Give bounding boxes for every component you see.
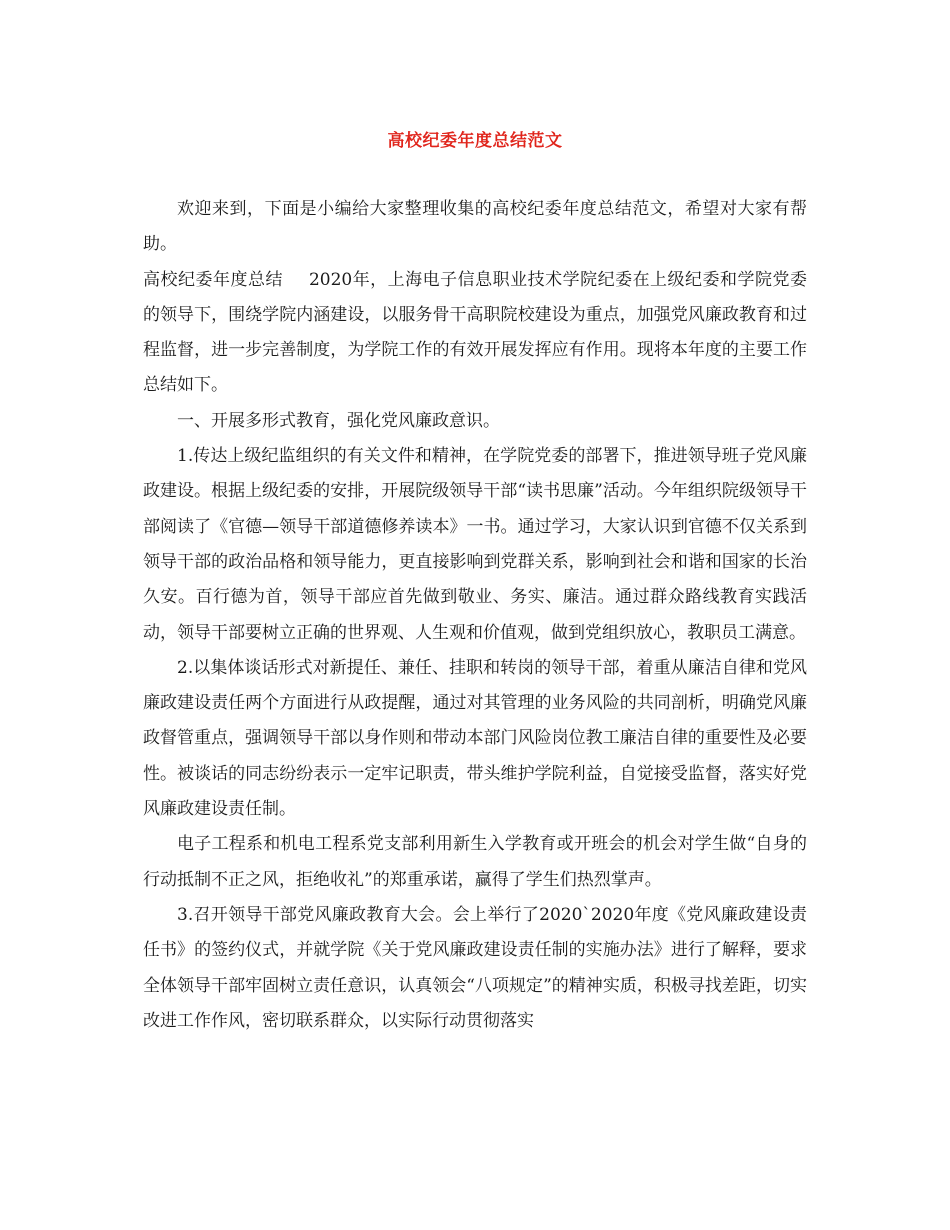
item-1-paragraph: 1.传达上级纪监组织的有关文件和精神，在学院党委的部署下，推进领导班子党风廉政建设。根据上级纪委的安排，开展院级领导干部“读书思廉”活动。今年组织院级领导干部阅读了《官德—领导干部道德修养读本》一书。通过学习，大家认识到官德不仅关系到领导干部的政治品格和领导能力，更直接影响到党群关系，影响到社会和谐和国家的长治久安。百行德为首，领导干部应首先做到敬业、务实、廉洁。通过群众路线教育实践活动，领导干部要树立正确的世界观、人生观和价值观，做到党组织放心，教职员工满意。 [143, 446, 807, 643]
document-body [143, 192, 807, 1039]
summary-heading: 高校纪委年度总结 [143, 269, 283, 290]
summary-text: 2020年，上海电子信息职业技术学院纪委在上级纪委和学院党委的领导下，围绕学院内涵建设，以服务骨干高职院校建设为重点，加强党风廉政教育和过程监督，进一步完善制度，为学院工作的有效开展发挥应有作用。现将本年度的主要工作总结如下。 [143, 269, 807, 396]
section-heading: 一、开展多形式教育，强化党风廉政意识。 [177, 410, 500, 431]
document-title: 高校纪委年度总结范文 [387, 131, 563, 151]
intro-paragraph: 欢迎来到，下面是小编给大家整理收集的高校纪委年度总结范文，希望对大家有帮助。 [143, 199, 807, 255]
item-2-paragraph: 2.以集体谈话形式对新提任、兼任、挂职和转岗的领导干部，着重从廉洁自律和党风廉政建设责任两个方面进行从政提醒，通过对其管理的业务风险的共同剖析，明确党风廉政督管重点，强调领导干部以身作则和带动本部门风险岗位教工廉洁自律的重要性及必要性。被谈话的同志纷纷表示一定牢记职责，带头维护学院利益，自觉接受监督，落实好党风廉政建设责任制。 [143, 657, 807, 820]
department-paragraph: 电子工程系和机电工程系党支部利用新生入学教育或开班会的机会对学生做“自身的行动抵制不正之风，拒绝收礼”的郑重承诺，赢得了学生们热烈掌声。 [143, 834, 807, 890]
item-3-paragraph: 3.召开领导干部党风廉政教育大会。会上举行了2020`2020年度《党风廉政建设责任书》的签约仪式，并就学院《关于党风廉政建设责任制的实施办法》进行了解释，要求全体领导干部牢固树立责任意识，认真领会“八项规定”的精神实质，积极寻找差距，切实改进工作作风，密切联系群众，以实际行动贯彻落实 [143, 904, 807, 1031]
summary-paragraph [143, 263, 807, 404]
